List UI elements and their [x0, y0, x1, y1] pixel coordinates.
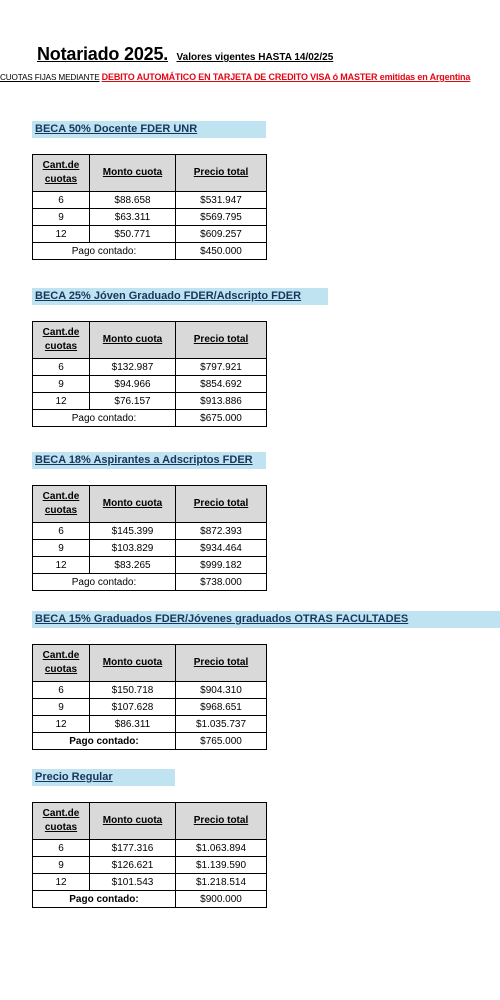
price-table	[32, 802, 267, 908]
payment-highlight: DEBITO AUTOMÁTICO EN TARJETA DE CREDITO VISA ó MASTER emitidas en Argentina	[101, 72, 471, 82]
table-row	[33, 557, 267, 574]
contado-row	[33, 574, 267, 591]
payment-prefix: CUOTAS FIJAS MEDIANTE	[0, 73, 100, 82]
section-title: BECA 50% Docente FDER UNR	[32, 121, 266, 138]
cell-cuotas: 9	[33, 857, 90, 874]
contado-row	[33, 891, 267, 908]
contado-label: Pago contado:	[33, 410, 176, 427]
cell-cuotas: 12	[33, 393, 90, 410]
section-beca-15	[32, 611, 500, 750]
contado-label: Pago contado:	[33, 243, 176, 260]
header-monto: Monto cuota	[90, 155, 176, 192]
cell-total: $1.139.590	[176, 857, 267, 874]
cell-cuotas: 9	[33, 699, 90, 716]
contado-row	[33, 733, 267, 750]
cell-cuotas: 6	[33, 682, 90, 699]
table-row	[33, 716, 267, 733]
table-row	[33, 840, 267, 857]
header-total: Precio total	[176, 486, 267, 523]
cell-total: $609.257	[176, 226, 267, 243]
title-main: Notariado 2025.	[37, 44, 169, 64]
contado-value: $450.000	[176, 243, 267, 260]
contado-label: Pago contado:	[33, 891, 176, 908]
contado-value: $738.000	[176, 574, 267, 591]
header-total: Precio total	[176, 645, 267, 682]
contado-row	[33, 410, 267, 427]
table-row	[33, 682, 267, 699]
cell-monto: $107.628	[90, 699, 176, 716]
table-row	[33, 376, 267, 393]
cell-total: $904.310	[176, 682, 267, 699]
contado-label: Pago contado:	[33, 733, 176, 750]
cell-total: $1.063.894	[176, 840, 267, 857]
cell-monto: $63.311	[90, 209, 176, 226]
cell-total: $569.795	[176, 209, 267, 226]
table-header-row	[33, 486, 267, 523]
price-table	[32, 644, 267, 750]
table-row	[33, 699, 267, 716]
page-title	[37, 44, 333, 65]
cell-total: $854.692	[176, 376, 267, 393]
cell-total: $531.947	[176, 192, 267, 209]
cell-cuotas: 6	[33, 523, 90, 540]
cell-total: $999.182	[176, 557, 267, 574]
header-cuotas: Cant.de cuotas	[33, 486, 90, 523]
cell-total: $934.464	[176, 540, 267, 557]
contado-value: $765.000	[176, 733, 267, 750]
header-total: Precio total	[176, 322, 267, 359]
cell-total: $1.218.514	[176, 874, 267, 891]
cell-total: $968.651	[176, 699, 267, 716]
cell-monto: $86.311	[90, 716, 176, 733]
table-header-row	[33, 322, 267, 359]
section-beca-25	[32, 288, 328, 427]
table-row	[33, 359, 267, 376]
cell-cuotas: 9	[33, 376, 90, 393]
cell-monto: $145.399	[90, 523, 176, 540]
cell-monto: $177.316	[90, 840, 176, 857]
cell-monto: $88.658	[90, 192, 176, 209]
price-table	[32, 154, 267, 260]
header-monto: Monto cuota	[90, 645, 176, 682]
title-validity: Valores vigentes HASTA 14/02/25	[176, 52, 334, 63]
cell-cuotas: 12	[33, 226, 90, 243]
price-table	[32, 321, 267, 427]
price-table	[32, 485, 267, 591]
cell-monto: $94.966	[90, 376, 176, 393]
cell-cuotas: 6	[33, 192, 90, 209]
header-cuotas: Cant.de cuotas	[33, 645, 90, 682]
section-title: BECA 25% Jóven Graduado FDER/Adscripto FDER	[32, 288, 328, 305]
table-row	[33, 857, 267, 874]
header-cuotas: Cant.de cuotas	[33, 803, 90, 840]
table-row	[33, 192, 267, 209]
cell-cuotas: 6	[33, 359, 90, 376]
header-total: Precio total	[176, 803, 267, 840]
section-precio-regular	[32, 769, 267, 908]
table-header-row	[33, 803, 267, 840]
cell-cuotas: 9	[33, 540, 90, 557]
cell-monto: $126.621	[90, 857, 176, 874]
table-header-row	[33, 155, 267, 192]
cell-monto: $103.829	[90, 540, 176, 557]
table-row	[33, 226, 267, 243]
cell-total: $872.393	[176, 523, 267, 540]
header-monto: Monto cuota	[90, 486, 176, 523]
contado-value: $675.000	[176, 410, 267, 427]
cell-total: $797.921	[176, 359, 267, 376]
header-cuotas: Cant.de cuotas	[33, 322, 90, 359]
table-row	[33, 209, 267, 226]
cell-cuotas: 6	[33, 840, 90, 857]
table-row	[33, 874, 267, 891]
header-monto: Monto cuota	[90, 803, 176, 840]
section-beca-18	[32, 452, 267, 591]
section-title: BECA 15% Graduados FDER/Jóvenes graduados OTRAS FACULTADES	[32, 611, 500, 628]
cell-total: $1.035.737	[176, 716, 267, 733]
cell-monto: $50.771	[90, 226, 176, 243]
cell-monto: $101.543	[90, 874, 176, 891]
cell-cuotas: 9	[33, 209, 90, 226]
cell-monto: $132.987	[90, 359, 176, 376]
payment-method-line	[0, 72, 470, 82]
cell-total: $913.886	[176, 393, 267, 410]
table-row	[33, 523, 267, 540]
section-title: Precio Regular	[32, 769, 175, 786]
contado-value: $900.000	[176, 891, 267, 908]
contado-row	[33, 243, 267, 260]
cell-cuotas: 12	[33, 716, 90, 733]
table-header-row	[33, 645, 267, 682]
cell-cuotas: 12	[33, 874, 90, 891]
header-total: Precio total	[176, 155, 267, 192]
section-title: BECA 18% Aspirantes a Adscriptos FDER	[32, 452, 266, 469]
cell-monto: $83.265	[90, 557, 176, 574]
cell-monto: $76.157	[90, 393, 176, 410]
cell-monto: $150.718	[90, 682, 176, 699]
cell-cuotas: 12	[33, 557, 90, 574]
contado-label: Pago contado:	[33, 574, 176, 591]
table-row	[33, 540, 267, 557]
section-beca-50	[32, 121, 267, 260]
table-row	[33, 393, 267, 410]
header-monto: Monto cuota	[90, 322, 176, 359]
header-cuotas: Cant.de cuotas	[33, 155, 90, 192]
